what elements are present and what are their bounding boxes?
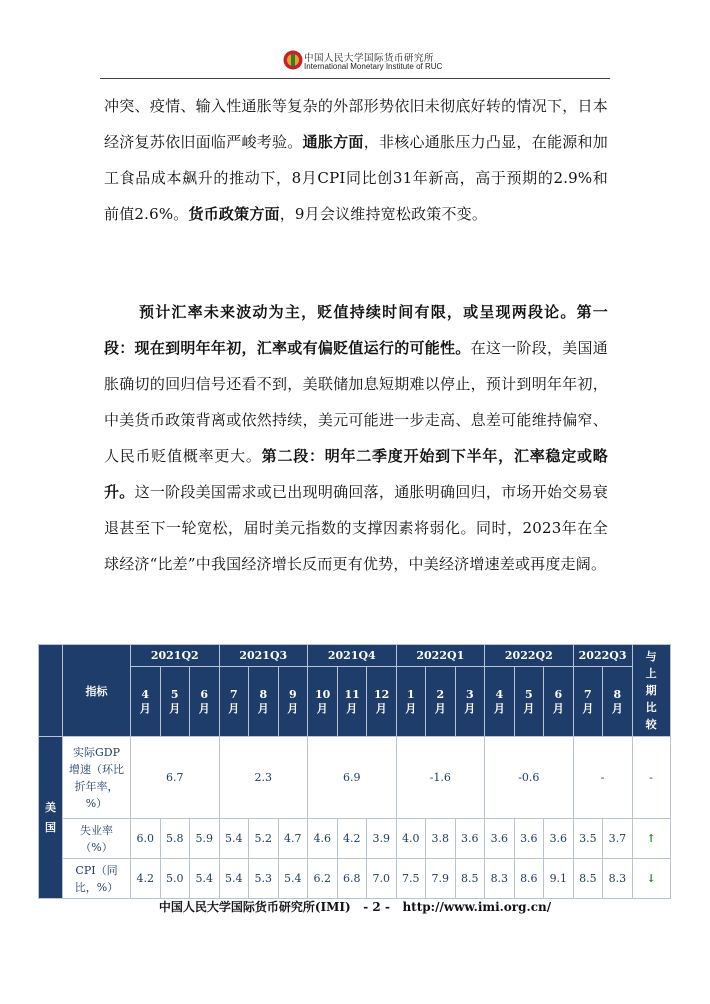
month-header: 9月: [278, 667, 308, 737]
cpi-value: 5.4: [219, 859, 249, 899]
unemployment-value: 3.6: [455, 819, 485, 859]
month-header: 10月: [308, 667, 338, 737]
gdp-value: -: [573, 737, 632, 819]
unemployment-value: 6.0: [131, 819, 161, 859]
cpi-value: 5.0: [160, 859, 190, 899]
gdp-label: 实际GDP增速（环比折年率，%）: [63, 737, 131, 819]
cpi-label: CPI（同比，%）: [63, 859, 131, 899]
quarter-header: 2021Q2: [131, 645, 220, 667]
unemployment-value: 3.9: [367, 819, 397, 859]
cpi-value: 8.6: [514, 859, 544, 899]
unemployment-value: 3.6: [544, 819, 574, 859]
unemployment-value: 4.2: [337, 819, 367, 859]
unemployment-value: 5.2: [249, 819, 279, 859]
gdp-value: 6.9: [308, 737, 397, 819]
arrow-down-icon: ↓: [632, 859, 670, 899]
cpi-value: 6.2: [308, 859, 338, 899]
cpi-value: 7.9: [426, 859, 456, 899]
unemployment-value: 4.6: [308, 819, 338, 859]
quarter-header: 2021Q3: [219, 645, 308, 667]
month-header: 12月: [367, 667, 397, 737]
cpi-value: 8.5: [573, 859, 603, 899]
cpi-value: 5.4: [278, 859, 308, 899]
month-header: 5月: [514, 667, 544, 737]
month-header: 3月: [455, 667, 485, 737]
gdp-compare: -: [632, 737, 670, 819]
bold-span: 货币政策方面: [188, 205, 280, 223]
header-rule: [100, 78, 610, 79]
gdp-value: -0.6: [485, 737, 574, 819]
bold-span: 第二段：明年二季度开始到下半年，汇率稳定或略升。: [104, 447, 608, 501]
unemployment-value: 5.4: [219, 819, 249, 859]
gdp-value: 6.7: [131, 737, 220, 819]
unemployment-value: 3.7: [603, 819, 633, 859]
cpi-value: 6.8: [337, 859, 367, 899]
country-cell: 美国: [39, 737, 63, 899]
imi-logo-icon: [283, 50, 303, 70]
cpi-value: 9.1: [544, 859, 574, 899]
text-span: ，非核心通胀压力凸显，在能源和加工食品成本飙升的推动下，8月CPI同比创31年新高，高于预期的2.9%和前值2.6%。: [104, 133, 609, 223]
quarter-header: 2021Q4: [308, 645, 397, 667]
unemployment-value: 3.8: [426, 819, 456, 859]
unemployment-value: 4.0: [396, 819, 426, 859]
month-header: 8月: [603, 667, 633, 737]
month-header: 5月: [160, 667, 190, 737]
us-economic-table: [38, 644, 671, 899]
text-span: 这一阶段美国需求或已出现明确回落，通胀明确回归，市场开始交易衰退甚至下一轮宽松，届时美元指数的支撑因素将弱化。同时，2023年在全球经济“比差”中我国经济增长反而更有优势，中美经济增速差或再度走阔。: [104, 483, 608, 573]
month-header: 6月: [190, 667, 220, 737]
text-span: ，9月会议维持宽松政策不变。: [279, 205, 488, 223]
month-header: 2月: [426, 667, 456, 737]
paragraph-japan: [104, 88, 608, 232]
corner-cell: [39, 645, 63, 737]
text-span: 在这一阶段，美国通胀确切的回归信号还看不到，美联储加息短期难以停止，预计到明年年初，中美货币政策背离或依然持续，美元可能进一步走高、息差可能维持偏窄、人民币贬值概率更大。: [104, 339, 608, 465]
institute-name-en: International Monetary Institute of RUC: [304, 62, 443, 71]
cpi-value: 7.0: [367, 859, 397, 899]
month-header: 4月: [131, 667, 161, 737]
quarter-header: 2022Q1: [396, 645, 485, 667]
cpi-value: 5.4: [190, 859, 220, 899]
month-header: 8月: [249, 667, 279, 737]
unemployment-value: 5.9: [190, 819, 220, 859]
unemployment-value: 3.5: [573, 819, 603, 859]
cpi-value: 8.3: [603, 859, 633, 899]
institute-name-cn: 中国人民大学国际货币研究所: [304, 53, 435, 64]
month-header: 7月: [573, 667, 603, 737]
cpi-value: 4.2: [131, 859, 161, 899]
page-footer: 中国人民大学国际货币研究所(IMI) - 2 - http://www.imi.org.cn/: [158, 900, 552, 914]
compare-header: 与上期比较: [632, 645, 670, 737]
unemployment-value: 3.6: [485, 819, 515, 859]
cpi-value: 5.3: [249, 859, 279, 899]
quarter-header: 2022Q3: [573, 645, 632, 667]
gdp-value: 2.3: [219, 737, 308, 819]
unemployment-label: 失业率（%）: [63, 819, 131, 859]
unemployment-value: 3.6: [514, 819, 544, 859]
bold-span: 通胀方面: [302, 133, 364, 151]
cpi-value: 8.5: [455, 859, 485, 899]
cpi-value: 7.5: [396, 859, 426, 899]
unemployment-value: 4.7: [278, 819, 308, 859]
month-header: 4月: [485, 667, 515, 737]
quarter-header: 2022Q2: [485, 645, 574, 667]
gdp-value: -1.6: [396, 737, 485, 819]
month-header: 11月: [337, 667, 367, 737]
indicator-header: 指标: [63, 645, 131, 737]
month-header: 6月: [544, 667, 574, 737]
text-span: 冲突、疫情、输入性通胀等复杂的外部形势依旧未彻底好转的情况下，日本经济复苏依旧面临严峻考验。: [104, 97, 608, 151]
month-header: 7月: [219, 667, 249, 737]
unemployment-value: 5.8: [160, 819, 190, 859]
bold-span: 预计汇率未来波动为主，贬值持续时间有限，或呈现两段论。第一段：现在到明年年初，汇率或有偏贬值运行的可能性。: [104, 303, 608, 357]
cpi-value: 8.3: [485, 859, 515, 899]
paragraph-forecast: [104, 294, 608, 582]
month-header: 1月: [396, 667, 426, 737]
arrow-up-icon: ↑: [632, 819, 670, 859]
